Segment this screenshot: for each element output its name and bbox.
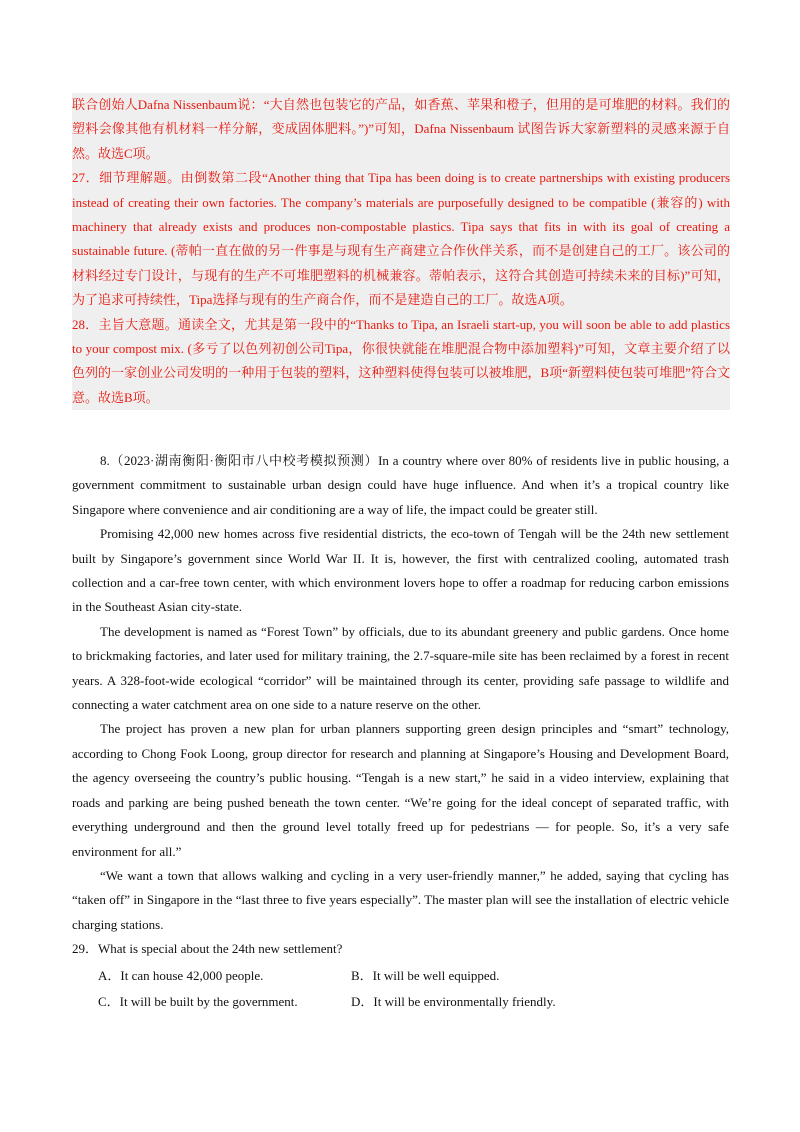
answer-paragraph-26: 联合创始人Dafna Nissenbaum说：“大自然也包装它的产品，如香蕉、苹果和橙子，但用的是可堆肥的材料。我们的塑料会像其他有机材料一样分解，变成固体肥料。”)”可知，Dafna Nissenbaum 试图告诉大家新塑料的灵感来源于自然。故选C项。 [72,97,730,161]
answer-explanation-block [72,93,730,410]
option-d: D．It will be environmentally friendly. [351,993,556,1009]
question-stem: 29．What is special about the 24th new settlement? [72,941,343,957]
option-b: B．It will be well equipped. [351,967,500,983]
option-c: C．It will be built by the government. [98,993,298,1009]
passage-paragraph: “We want a town that allows walking and cycling in a very user-friendly manner,” he added, saying that cycling has “taken off” in Singapore in the “last three to five years especially”. The master plan will see the installation of electric vehicle charging stations. [72,867,729,932]
answer-paragraph-27: 27．细节理解题。由倒数第二段“Another thing that Tipa has been doing is to create partnerships with existing producers instead of creating their own factories. The company’s materials are purposefully designed to be compatible (兼容的) with machinery that already exists and produces non-compostable plastics. Tipa says that fits in with its goal of creating a sustainable future. (蒂帕一直在做的另一件事是与现有生产商建立合作伙伴关系，而不是创建自己的工厂。该公司的材料经过专门设计，与现有的生产不可堆肥塑料的机械兼容。蒂帕表示，这符合其创造可持续未来的目标)”可知，为了追求可持续性，Tipa选择与现有的生产商合作，而不是建造自己的工厂。故选A项。 [72,170,730,308]
answer-paragraph-28: 28．主旨大意题。通读全文，尤其是第一段中的“Thanks to Tipa, an Israeli start-up, you will soon be able to add plastics to your compost mix. (多亏了以色列初创公司Tipa，你很快就能在堆肥混合物中添加塑料)”可知，文章主要介绍了以色列的一家创业公司发明的一种用于包装的塑料，这种塑料使得包装可以被堆肥，B项“新塑料使包装可堆肥”符合文意。故选B项。 [72,316,730,405]
question-options [72,964,729,1016]
passage-paragraph: The project has proven a new plan for urban planners supporting green design principles and “smart” technology, according to Chong Fook Loong, group director for research and planning at Singapore’s Housing and Development Board, the agency overseeing the country’s public housing. “Tengah is a new start,” he said in a video interview, explaining that roads and parking are being pushed beneath the town center. “We’re going for the ideal concept of separated traffic, with everything underground and then the ground level totally freed up for pedestrians — for people. So, it’s a very safe environment for all.” [72,721,729,859]
option-a: A．It can house 42,000 people. [98,967,264,983]
reading-passage [72,449,729,1016]
passage-paragraph: Promising 42,000 new homes across five residential districts, the eco-town of Tengah will be the 24th new settlement built by Singapore’s government since World War II. It is, however, the first with centralized cooling, automated trash collection and a car-free town center, with which environment lovers hope to offer a roadmap for reducing carbon emissions in the Southeast Asian city-state. [72,526,729,615]
passage-paragraph: The development is named as “Forest Town” by officials, due to its abundant greenery and public gardens. Once home to brickmaking factories, and later used for military training, the 2.7-square-mile site has been reclaimed by a forest in recent years. A 328-foot-wide ecological “corridor” will be maintained through its center, providing safe passage to wildlife and connecting a water catchment area on one side to a nature reserve on the other. [72,623,729,713]
passage-intro: 8.（2023·湖南衡阳·衡阳市八中校考模拟预测）In a country where over 80% of residents live in public housing, a government commitment to sustainable urban design could have huge influence. And when it’s a tropical country like Singapore where convenience and air conditioning are a way of life, the impact could be greater still. [72,453,729,517]
